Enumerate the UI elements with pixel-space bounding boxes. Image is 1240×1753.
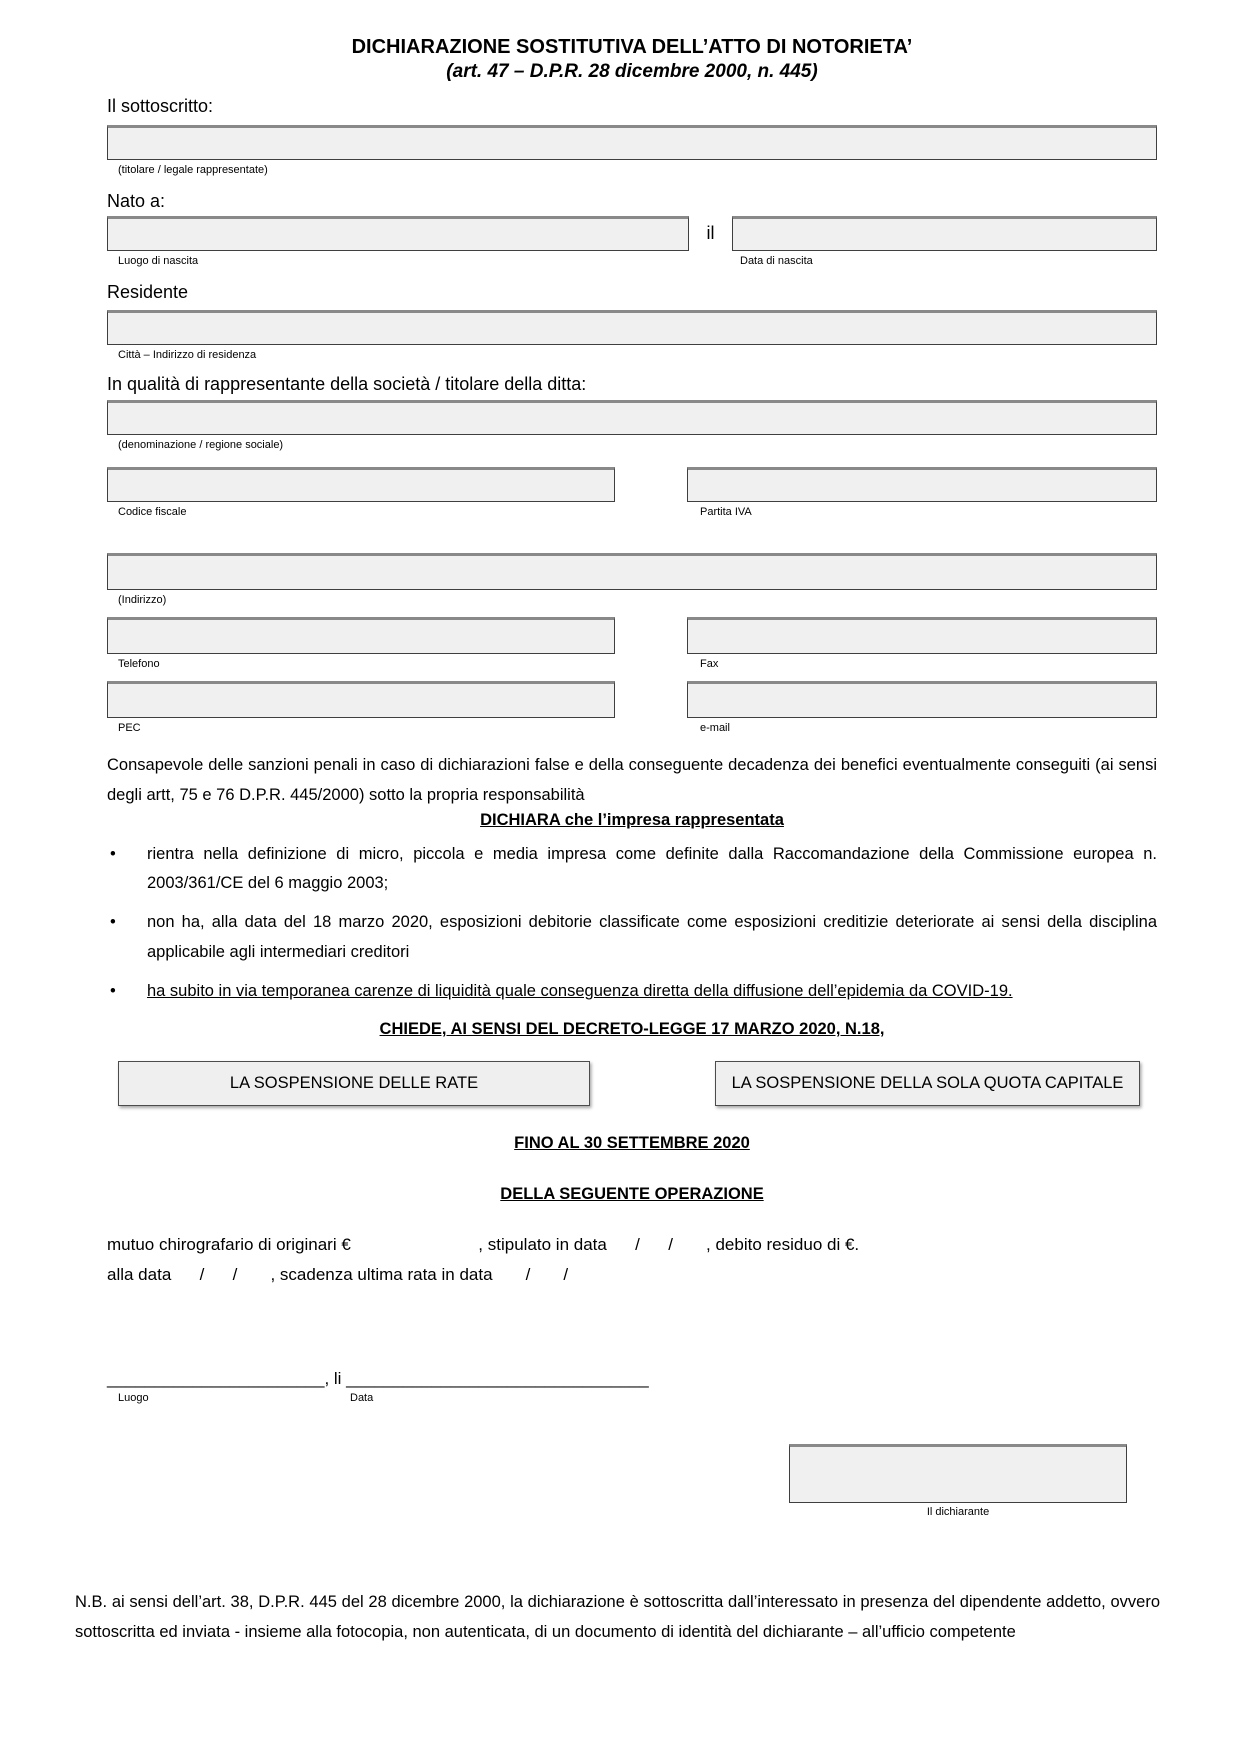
dichiara-heading	[107, 811, 1157, 830]
bullet-icon: •	[110, 982, 116, 1000]
sospensione-rate-option[interactable]: LA SOSPENSIONE DELLE RATE	[118, 1061, 590, 1106]
chiede-heading	[107, 1020, 1157, 1039]
residenza-caption: Città – Indirizzo di residenza	[118, 348, 257, 361]
partita-iva-caption: Partita IVA	[700, 506, 752, 519]
spacer	[615, 681, 687, 718]
bullet-text: ha subito in via temporanea carenze di liquidità quale conseguenza diretta della diffusione dell’epidemia da COVID-19.	[147, 982, 1013, 1000]
dichiarante-caption: Il dichiarante	[926, 1505, 990, 1518]
bullet-item	[107, 977, 1157, 1006]
codice-fiscale-caption: Codice fiscale	[118, 506, 187, 519]
nato-label: Nato a:	[107, 191, 166, 212]
fino-heading-text: FINO AL 30 SETTEMBRE 2020	[514, 1134, 750, 1153]
operation-details	[107, 1230, 1157, 1290]
sottoscritto-label: Il sottoscritto:	[107, 95, 214, 116]
sottoscritto-field[interactable]	[107, 125, 1157, 160]
bullet-item	[107, 840, 1157, 899]
signature-captions	[107, 1392, 1157, 1404]
telefono-field[interactable]	[107, 617, 615, 654]
options-row	[107, 1061, 1157, 1106]
partita-iva-field[interactable]	[687, 467, 1157, 502]
email-field[interactable]	[687, 681, 1157, 718]
chiede-heading-text: CHIEDE, AI SENSI DEL DECRETO-LEGGE 17 MARZO 2020, N.18,	[379, 1020, 885, 1039]
page-title: DICHIARAZIONE SOSTITUTIVA DELL’ATTO DI NOTORIETA’	[351, 36, 913, 58]
fax-caption: Fax	[700, 657, 719, 670]
bullet-icon: •	[110, 844, 116, 863]
telefono-caption: Telefono	[118, 657, 160, 670]
indirizzo-field[interactable]	[107, 553, 1157, 590]
declaration-intro: Consapevole delle sanzioni penali in caso di dichiarazioni false e della conseguente decadenza dei benefici eventualmente conseguiti (ai sensi degli artt, 75 e 76 D.P.R. 445/2000) sotto la propria responsabilità	[107, 756, 1157, 804]
spacer	[615, 467, 687, 502]
sospensione-quota-capitale-option[interactable]: LA SOSPENSIONE DELLA SOLA QUOTA CAPITALE	[715, 1061, 1140, 1106]
form-header	[107, 34, 1157, 85]
della-heading	[107, 1185, 1157, 1204]
bullet-text: non ha, alla data del 18 marzo 2020, esposizioni debitorie classificate come esposizioni creditizie deteriorate ai sensi della disciplina applicabile agli intermediari creditori	[147, 913, 1157, 961]
denominazione-caption: (denominazione / regione sociale)	[118, 439, 284, 452]
dichiara-heading-text: DICHIARA che l’impresa rappresentata	[480, 810, 784, 829]
bullet-icon: •	[110, 913, 116, 932]
operation-line2: alla data / / , scadenza ultima rata in data / /	[107, 1265, 569, 1285]
sottoscritto-caption: (titolare / legale rappresentate)	[118, 164, 268, 177]
indirizzo-caption: (Indirizzo)	[118, 593, 167, 606]
pec-field[interactable]	[107, 681, 615, 718]
bullet-item	[107, 908, 1157, 967]
il-label: il	[706, 222, 715, 243]
pec-caption: PEC	[118, 722, 141, 734]
qualita-label: In qualità di rappresentante della società / titolare della ditta:	[107, 373, 587, 394]
fax-field[interactable]	[687, 617, 1157, 654]
della-heading-text: DELLA SEGUENTE OPERAZIONE	[500, 1185, 764, 1204]
residente-label: Residente	[107, 282, 189, 303]
operation-line1: mutuo chirografario di originari € , stipulato in data / / , debito residuo di €.	[107, 1235, 860, 1255]
bullet-text: rientra nella definizione di micro, piccola e media impresa come definite dalla Raccomandazione della Commissione europea n. 2003/361/CE del 6 maggio 2003;	[147, 844, 1157, 892]
luogo-nascita-caption: Luogo di nascita	[118, 254, 199, 267]
signature-line: _______________________, li ________________________________	[107, 1368, 649, 1388]
luogo-caption: Luogo	[118, 1391, 149, 1404]
fino-heading	[107, 1134, 1157, 1153]
spacer	[615, 617, 687, 654]
email-caption: e-mail	[700, 722, 730, 734]
dichiarante-signature-field[interactable]	[789, 1444, 1127, 1503]
footer-note: N.B. ai sensi dell’art. 38, D.P.R. 445 del 28 dicembre 2000, la dichiarazione è sottoscritta dall’interessato in presenza del dipendente addetto, ovvero sottoscritta ed inviata - insieme alla fotocopia, non autenticata, di un documento di identità del dichiarante – all’ufficio competente	[75, 1592, 1160, 1641]
declaration-bullets	[107, 840, 1157, 1007]
luogo-nascita-field[interactable]	[107, 216, 689, 251]
data-nascita-field[interactable]	[732, 216, 1157, 251]
page-subtitle: (art. 47 – D.P.R. 28 dicembre 2000, n. 445)	[446, 61, 818, 82]
data-nascita-caption: Data di nascita	[740, 254, 813, 267]
denominazione-field[interactable]	[107, 400, 1157, 435]
data-caption: Data	[350, 1391, 374, 1404]
residenza-field[interactable]	[107, 310, 1157, 345]
codice-fiscale-field[interactable]	[107, 467, 615, 502]
